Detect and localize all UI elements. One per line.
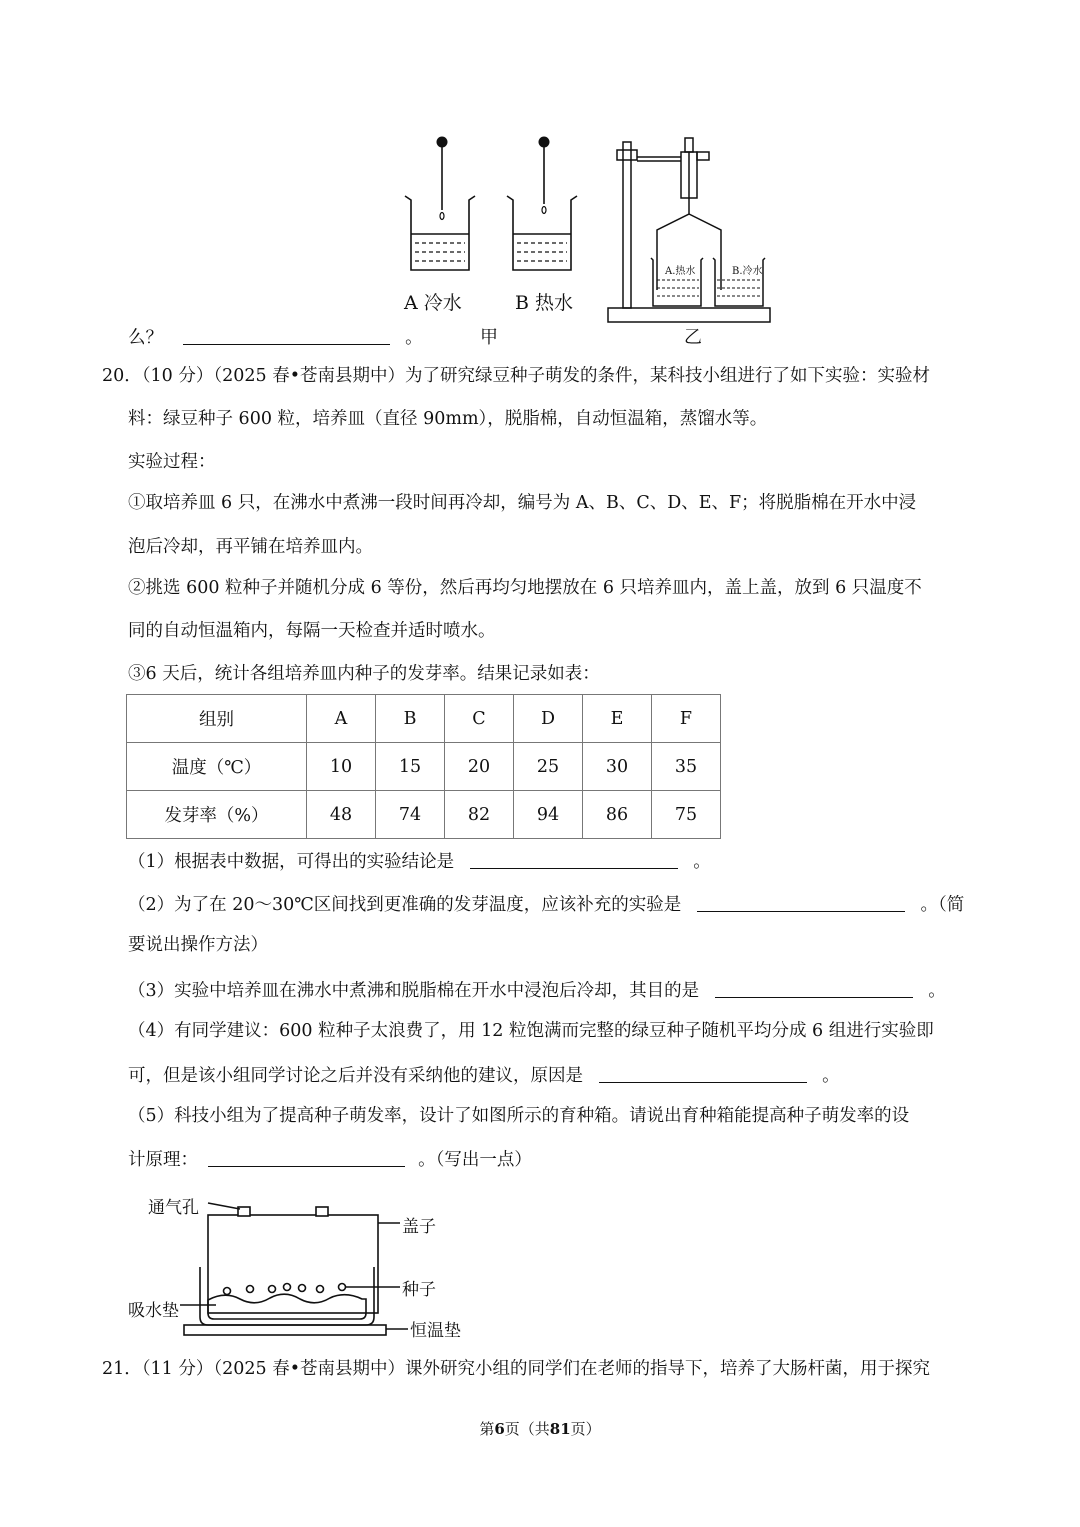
beaker-label-hot: A.热水 (665, 266, 696, 277)
heater-pad (184, 1325, 386, 1335)
label-a-cold: A 冷水 (404, 292, 462, 314)
table-cell: A (307, 695, 376, 743)
page-total: 81 (549, 1420, 571, 1438)
table-header-group: 组别 (127, 695, 307, 743)
table-cell: 48 (307, 791, 376, 839)
q20-step2-line1: ②挑选 600 粒种子并随机分成 6 等份，然后再均匀地摆放在 6 只培养皿内，盖上盖，放到 6 只温度不 (128, 578, 922, 598)
answer-blank-5[interactable] (208, 1150, 405, 1167)
table-cell: 82 (445, 791, 514, 839)
seed (339, 1284, 346, 1291)
table-cell: D (514, 695, 583, 743)
q20-sub5-line1: （5）科技小组为了提高种子萌发率，设计了如图所示的育种箱。请说出育种箱能提高种子萌发率的设 (128, 1106, 910, 1126)
table-row (127, 791, 721, 839)
q20-step2-line2: 同的自动恒温箱内，每隔一天检查并适时喷水。 (128, 621, 496, 641)
answer-blank-2[interactable] (697, 895, 905, 912)
label-b-hot: B 热水 (515, 292, 574, 314)
table-cell: 30 (583, 743, 652, 791)
table-cell: 94 (514, 791, 583, 839)
seed (269, 1286, 276, 1293)
q20-sub1: （1）根据表中数据，可得出的实验结论是 。 (128, 852, 711, 872)
step-marker-3: ③ (128, 664, 146, 684)
table-header-rate: 发芽率（%） (127, 791, 307, 839)
table-cell: B (376, 695, 445, 743)
q20-sub2-line2: 要说出操作方法） (128, 935, 268, 955)
seed (247, 1286, 254, 1293)
label-jia: 甲 (480, 327, 498, 348)
table-cell: 25 (514, 743, 583, 791)
table-cell: 20 (445, 743, 514, 791)
table-cell: 35 (652, 743, 721, 791)
vent-right (316, 1207, 328, 1216)
table-row (127, 695, 721, 743)
answer-blank-3[interactable] (715, 981, 913, 998)
dropper-a-icon (437, 137, 448, 220)
table-header-temp: 温度（℃） (127, 743, 307, 791)
answer-blank-1[interactable] (470, 852, 678, 869)
step-marker-1: ① (128, 493, 146, 513)
q21-line1: 21．（11 分）（2025 春•苍南县期中）课外研究小组的同学们在老师的指导下，培养了大肠杆菌，用于探究 (102, 1359, 931, 1379)
label-yi: 乙 (684, 327, 702, 348)
beaker-a-cold (405, 196, 475, 270)
table-cell: 10 (307, 743, 376, 791)
seed (299, 1285, 306, 1292)
q19-tail: 么？ 。 (128, 328, 423, 348)
beaker-label-cold: B.冷水 (732, 266, 763, 277)
q20-step3-line1: ③6 天后，统计各组培养皿内种子的发芽率。结果记录如表： (128, 664, 600, 684)
seed (224, 1288, 231, 1295)
lid-box (208, 1215, 378, 1313)
q20-step1-line1: ①取培养皿 6 只，在沸水中煮沸一段时间再冷却，编号为 A、B、C、D、E、F；将脱脂棉在开水中浸 (128, 493, 917, 513)
seed (317, 1286, 324, 1293)
table-cell: E (583, 695, 652, 743)
results-table (126, 694, 721, 839)
table-cell: F (652, 695, 721, 743)
seed-box-diagram (180, 1195, 410, 1340)
q20-sub4-line2: 可，但是该小组同学讨论之后并没有采纳他的建议，原因是 。 (128, 1066, 840, 1086)
table-cell: 75 (652, 791, 721, 839)
answer-blank-4[interactable] (599, 1066, 807, 1083)
q20-sub3: （3）实验中培养皿在沸水中煮沸和脱脂棉在开水中浸泡后冷却，其目的是 。 (128, 981, 946, 1001)
page-number: 6 (494, 1420, 505, 1438)
apparatus-yi (608, 138, 770, 322)
step-marker-2: ② (128, 578, 146, 598)
answer-blank-q19[interactable] (183, 328, 390, 345)
q20-header-line2: 料：绿豆种子 600 粒，培养皿（直径 90mm），脱脂棉，自动恒温箱，蒸馏水等。 (128, 409, 768, 429)
page-footer: 第6页（共81页） (479, 1420, 601, 1438)
table-cell: 74 (376, 791, 445, 839)
q20-sub5-line2: 计原理： 。（写出一点） (128, 1150, 532, 1170)
water-pad (208, 1294, 366, 1319)
table-cell: 15 (376, 743, 445, 791)
table-cell: C (445, 695, 514, 743)
q20-header-line1: 20．（10 分）（2025 春•苍南县期中）为了研究绿豆种子萌发的条件，某科技小组进行了如下实验：实验材 (102, 366, 931, 386)
q20-process-title: 实验过程： (128, 452, 216, 472)
table-row (127, 743, 721, 791)
label-heater: 恒温垫 (410, 1321, 461, 1341)
q20-sub2-line1: （2）为了在 20～30℃区间找到更准确的发芽温度，应该补充的实验是 。（简 (128, 895, 965, 915)
label-lid: 盖子 (402, 1217, 436, 1237)
label-pad: 吸水垫 (128, 1301, 179, 1321)
label-vent: 通气孔 (148, 1198, 199, 1218)
seed (284, 1284, 291, 1291)
dropper-b-icon (539, 137, 550, 214)
label-seed: 种子 (402, 1280, 436, 1300)
q20-step1-line2: 泡后冷却，再平铺在培养皿内。 (128, 537, 373, 557)
table-cell: 86 (583, 791, 652, 839)
q20-sub4-line1: （4）有同学建议：600 粒种子太浪费了，用 12 粒饱满而完整的绿豆种子随机平均分成 6 组进行实验即 (128, 1021, 934, 1041)
